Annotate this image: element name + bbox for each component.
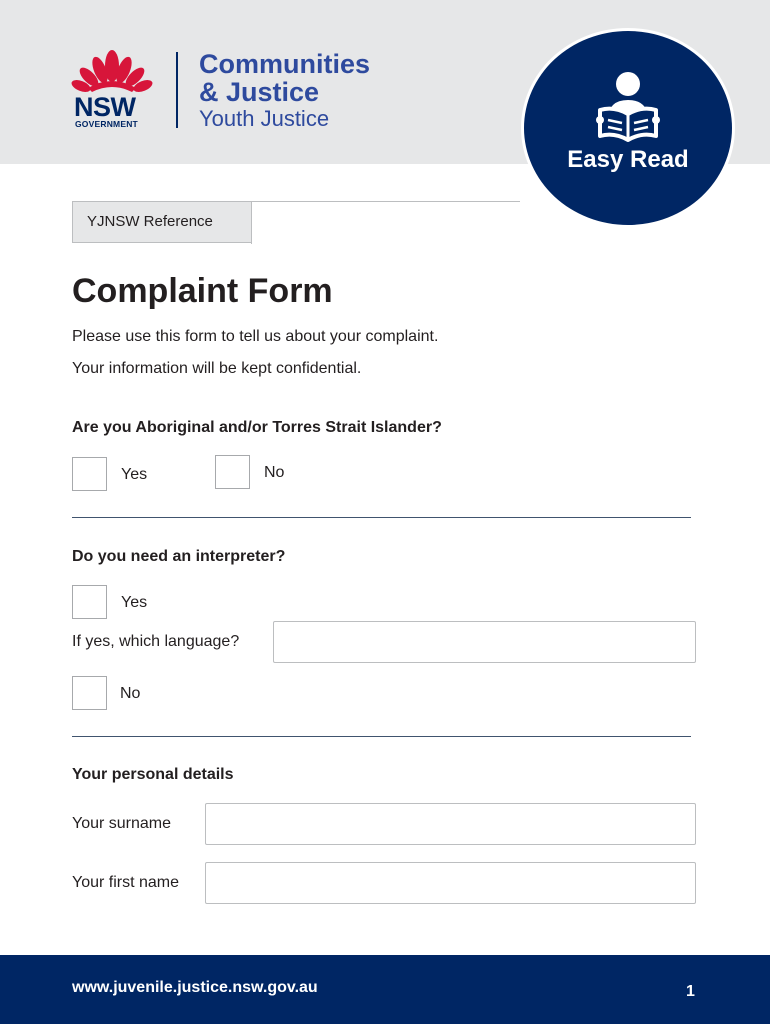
reference-label: YJNSW Reference (73, 202, 251, 242)
section-divider (72, 736, 691, 737)
reference-field-group (72, 201, 520, 243)
language-input[interactable] (273, 621, 696, 663)
nsw-government-text: GOVERNMENT (75, 119, 138, 129)
reading-person-icon (596, 70, 660, 142)
reference-input[interactable] (251, 202, 524, 244)
first-name-input[interactable] (205, 862, 696, 904)
agency-name-line3: Youth Justice (199, 106, 330, 131)
aboriginal-question: Are you Aboriginal and/or Torres Strait Islander? (72, 419, 442, 436)
intro-text-1: Please use this form to tell us about your complaint. (72, 328, 439, 345)
first-name-label: Your first name (72, 874, 180, 891)
nsw-wordmark: NSW (74, 92, 136, 122)
footer-website-link[interactable]: www.juvenile.justice.nsw.gov.au (72, 979, 318, 996)
language-label: If yes, which language? (72, 633, 240, 650)
section-divider (72, 517, 691, 518)
logo-divider (176, 52, 178, 128)
page-footer (0, 955, 770, 1024)
interpreter-yes-checkbox[interactable] (72, 585, 107, 619)
aboriginal-no-checkbox[interactable] (215, 455, 250, 489)
aboriginal-yes-checkbox[interactable] (72, 457, 107, 491)
agency-name-line2: & Justice (199, 77, 320, 107)
personal-details-heading: Your personal details (72, 766, 234, 783)
surname-input[interactable] (205, 803, 696, 845)
interpreter-no-label: No (120, 685, 141, 702)
surname-label: Your surname (72, 815, 172, 832)
intro-text-2: Your information will be kept confidential. (72, 360, 362, 377)
interpreter-question: Do you need an interpreter? (72, 548, 286, 565)
aboriginal-no-label: No (264, 464, 285, 481)
easy-read-label: Easy Read (567, 146, 689, 173)
interpreter-yes-label: Yes (121, 594, 148, 611)
page-title: Complaint Form (72, 272, 333, 310)
interpreter-no-checkbox[interactable] (72, 676, 107, 710)
aboriginal-yes-label: Yes (121, 466, 148, 483)
agency-name-line1: Communities (199, 49, 371, 79)
page-number: 1 (686, 983, 695, 1000)
